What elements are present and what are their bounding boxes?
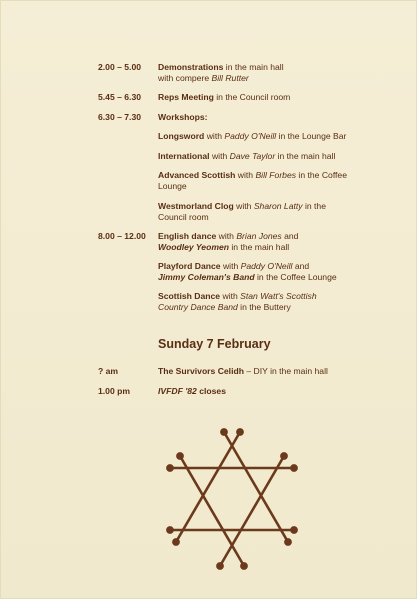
event-text: closes <box>196 386 226 396</box>
event-title: Westmorland Clog <box>158 201 234 211</box>
event-title: Reps Meeting <box>158 92 214 102</box>
event-title: Demonstrations <box>158 62 224 72</box>
desc <box>158 112 358 123</box>
event-title: IVFDF '82 <box>158 386 197 396</box>
event-text: Council room <box>158 211 209 222</box>
event-text: – DIY in the main hall <box>243 366 328 376</box>
crossed-sticks-star-icon <box>162 426 302 572</box>
event-text: and <box>292 261 310 271</box>
event-title: Workshops: <box>158 112 208 122</box>
event-text: in the main hall <box>223 62 284 72</box>
desc <box>158 151 358 162</box>
time: ? am <box>98 366 119 376</box>
event-text: with compere <box>158 72 212 83</box>
desc <box>158 131 358 142</box>
event-text: in the Lounge Bar <box>276 131 347 141</box>
leader-name: Paddy O'Neill <box>240 261 293 271</box>
time: 2.00 – 5.00 <box>98 62 142 72</box>
desc <box>158 366 358 377</box>
event-text: with <box>216 231 237 241</box>
event-title: Longsword <box>158 131 205 141</box>
event-text: with <box>204 131 225 141</box>
event-title: Advanced Scottish <box>158 170 236 180</box>
event-title: The Survivors Celidh <box>158 366 244 376</box>
event-text: with <box>209 151 230 161</box>
band-name: Woodley Yeomen <box>158 241 229 252</box>
event-text: in the main hall <box>275 151 336 161</box>
time: 6.30 – 7.30 <box>98 112 142 122</box>
desc <box>158 291 358 312</box>
event-text: in the Buttery <box>237 301 291 312</box>
event-text: with <box>233 201 254 211</box>
leader-name: Sharon Latty <box>253 201 303 211</box>
event-text: with <box>220 261 241 271</box>
desc <box>158 201 358 222</box>
leader-name: Paddy O'Neill <box>224 131 277 141</box>
desc <box>158 62 358 83</box>
event-text: Lounge <box>158 180 187 191</box>
event-text: in the Coffee Lounge <box>254 271 337 282</box>
leader-name: Bill Forbes <box>255 170 297 180</box>
event-text: with <box>235 170 256 180</box>
band-name: Stan Watt's Scottish <box>240 291 317 301</box>
desc <box>158 261 358 282</box>
event-text: in the Coffee <box>296 170 347 180</box>
event-text: in the main hall <box>229 241 290 252</box>
desc <box>158 92 358 103</box>
time: 1.00 pm <box>98 386 131 396</box>
desc <box>158 386 358 397</box>
desc <box>158 170 358 191</box>
host-name: Bill Rutter <box>211 72 249 83</box>
event-text: in the Council room <box>213 92 291 102</box>
event-text: and <box>281 231 299 241</box>
day-heading: Sunday 7 February <box>158 337 271 351</box>
event-text: with <box>220 291 241 301</box>
time: 8.00 – 12.00 <box>98 231 146 241</box>
event-title: Scottish Dance <box>158 291 221 301</box>
event-text: in the <box>302 201 326 211</box>
leader-name: Dave Taylor <box>229 151 276 161</box>
event-title: English dance <box>158 231 217 241</box>
band-name: Jimmy Coleman's Band <box>158 271 255 282</box>
time: 5.45 – 6.30 <box>98 92 142 102</box>
leader-name: Brian Jones <box>236 231 282 241</box>
event-title: International <box>158 151 210 161</box>
desc <box>158 231 358 252</box>
band-name: Country Dance Band <box>158 301 238 312</box>
event-title: Playford Dance <box>158 261 221 271</box>
